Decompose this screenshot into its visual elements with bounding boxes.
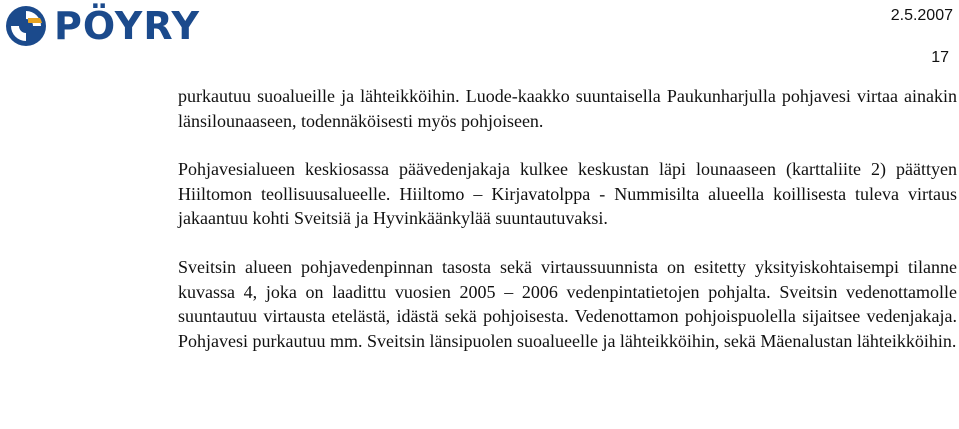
paragraph: Sveitsin alueen pohjavedenpinnan tasosta sekä virtaussuunnista on esitetty yksityiskohtaisempi tilanne kuvassa 4, joka on laadittu vuosien 2005 – 2006 vedenpintatietojen pohjalta. Sveitsin vedenottamolle suuntautuu virtausta etelästä, idästä sekä pohjoisesta. Vedenottamon pohjoispuolella sijaitsee vedenjakaja. Pohjavesi purkautuu mm. Sveitsin länsipuolen suoalueelle ja lähteikköihin, sekä Mäenalustan lähteikköihin.: [178, 256, 957, 351]
paragraph: purkautuu suoalueille ja lähteikköihin. Luode-kaakko suuntaisella Paukunharjulla pohjavesi virtaa ainakin länsilounaaseen, todennäköisesti myös pohjoiseen.: [178, 86, 957, 131]
logo-wordmark: PÖYRY: [54, 4, 201, 48]
company-logo: [4, 4, 200, 48]
page-number: 17: [931, 49, 949, 66]
poyry-swirl-icon: [4, 4, 48, 48]
paragraph: Pohjavesialueen keskiosassa päävedenjakaja kulkee keskustan läpi lounaaseen (karttaliite 2) päättyen Hiiltomon teollisuusalueelle. Hiiltomo – Kirjavatolppa - Nummisilta alueella koillisesta tuleva virtaus jakaantuu kohti Sveitsiä ja Hyvinkäänkylää suuntautuvaksi.: [178, 159, 957, 229]
document-body: [178, 84, 957, 353]
page-header: [0, 0, 959, 66]
header-date: 2.5.2007: [890, 7, 953, 24]
